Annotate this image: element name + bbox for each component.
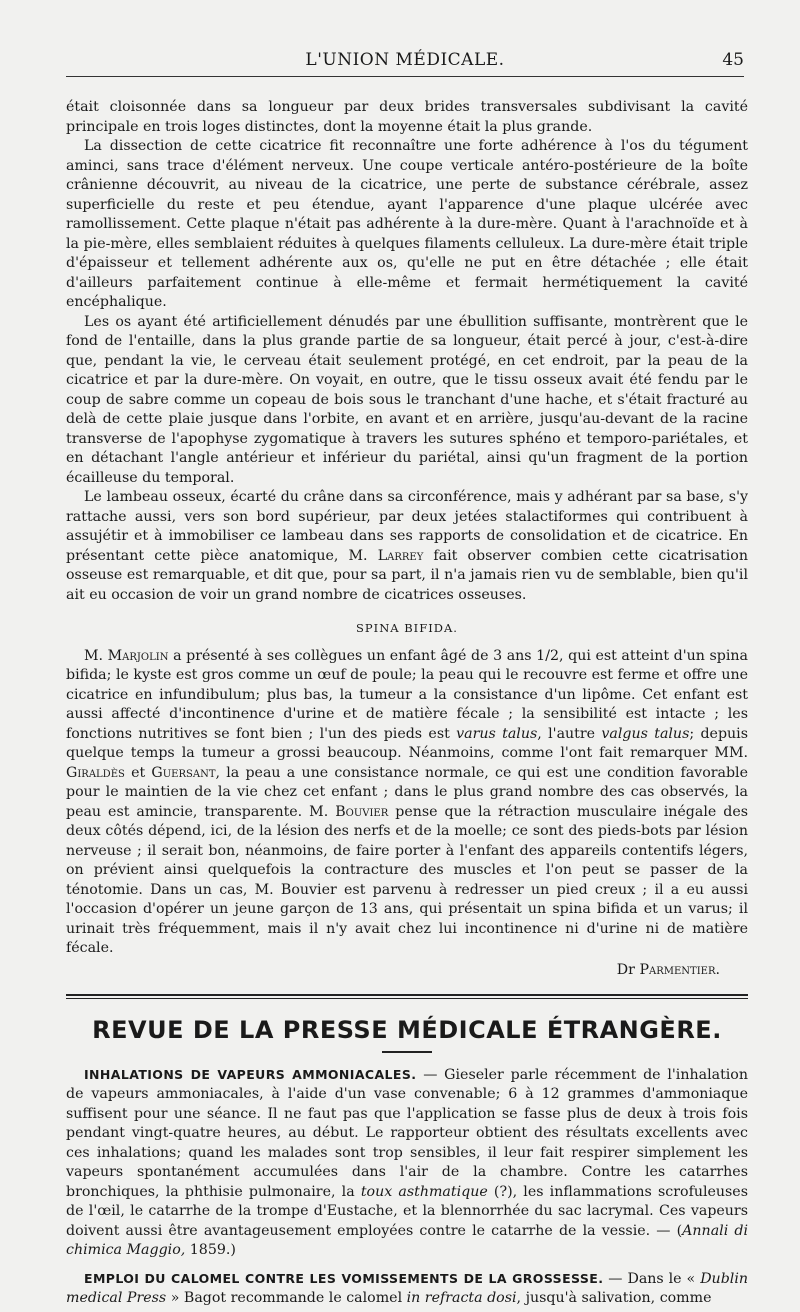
run-in-heading: EMPLOI DU CALOMEL CONTRE LES VOMISSEMENTS DE LA GROSSESSE. bbox=[84, 1270, 604, 1286]
paragraph-3: Les os ayant été artificiellement dénudés par une ébullition suffisante, montrèrent que le fond de l'entaille, dans la plus grande partie de sa longueur, était percé à jour, c'est-à-dire que, pendant la vie, le cerveau était seulement protégé, en cet endroit, par la peau de la cicatrice et par la dure-mère. On voyait, en outre, que le tissu osseux avait été fendu par le coup de sabre comme un copeau de bois sous le tranchant d'une hache, et s'était fracturé au delà de cette plaie jusque dans l'orbite, en avant et en arrière, jusqu'au-devant de la racine transverse de l'apophyse zygomatique à travers les sutures sphéno et temporo-pariétales, et en détachant l'angle antérieur et inférieur du pariétal, ainsi qu'un fragment de la portion écailleuse du temporal. bbox=[66, 313, 748, 486]
running-header bbox=[66, 46, 744, 77]
author-name: Giraldès bbox=[66, 764, 125, 781]
inhalations-paragraph: INHALATIONS DE VAPEURS AMMONIACALES. — Gieseler parle récemment de l'inhalation de vapeurs ammoniacales, à l'aide d'un vase convenable; 6 à 12 grammes d'ammoniaque suffisent pour une séance. Il ne faut pas que l'application se fasse plus de deux à trois fois pendant vingt-quatre heures, au début. Le rapporteur obtient des résultats excellents avec ces inhalations; quand les malades sont trop sensibles, il leur fait respirer simplement les vapeurs spontanément accumulées dans l'air de la chambre. Contre les catarrhes bronchiques, la phthisie pulmonaire, la toux asthmatique (?), les inflammations scrofuleuses de l'œil, le catarrhe de la trompe d'Eustache, et la blennorrhée du sac lacrymal. Ces vapeurs doivent aussi être avantageusement employées contre le catarrhe de la vessie. — (Annali di chimica Maggio, 1859.) bbox=[66, 1066, 748, 1258]
signature: Dr Parmentier. bbox=[616, 961, 720, 978]
short-divider bbox=[382, 1051, 432, 1053]
journal-title: L'UNION MÉDICALE. bbox=[305, 50, 505, 70]
calomel-paragraph: EMPLOI DU CALOMEL CONTRE LES VOMISSEMENTS DE LA GROSSESSE. — Dans le « Dublin medical Press » Bagot recommande le calomel in refracta dosi, jusqu'à salivation, comme bbox=[66, 1270, 748, 1306]
section-divider bbox=[66, 994, 748, 999]
page-number: 45 bbox=[722, 50, 744, 70]
author-name: Guersant bbox=[151, 764, 216, 781]
run-in-heading: INHALATIONS DE VAPEURS AMMONIACALES. bbox=[84, 1066, 417, 1082]
paragraph-4: Le lambeau osseux, écarté du crâne dans sa circonférence, mais y adhérant par sa base, s'y rattache aussi, vers son bord supérieur, par deux jetées stalactiformes qui contribuent à assujétir et à immobiliser ce lambeau dans ses rapports de consolidation et de cicatrice. En présentant cette pièce anatomique, M. Larrey fait observer combien cette cicatrisation osseuse est remarquable, et dit que, pour sa part, il n'a jamais rien vu de semblable, bien qu'il ait eu occasion de voir un grand nombre de cicatrices osseuses. bbox=[66, 489, 748, 603]
section-heading-revue: REVUE DE LA PRESSE MÉDICALE ÉTRANGÈRE. bbox=[92, 1016, 722, 1044]
author-name: Bouvier bbox=[335, 803, 389, 820]
author-name: Larrey bbox=[377, 547, 424, 564]
author-name: Marjolin bbox=[107, 647, 169, 664]
section-title-spina-bifida: SPINA BIFIDA. bbox=[356, 621, 458, 635]
paragraph-2: La dissection de cette cicatrice fit reconnaître une forte adhérence à l'os du tégument aminci, sans trace d'élément nerveux. Une coupe verticale antéro-postérieure de la boîte crânienne découvrit, au niveau de la cicatrice, une perte de substance cérébrale, assez superficielle du reste et peu étendue, ayant l'apparence d'une plaque ulcérée avec ramollissement. Cette plaque n'était pas adhérente à la dure-mère. Quant à l'arachnoïde et à la pie-mère, elles semblaient réduites à quelques filaments celluleux. La dure-mère était triple d'épaisseur et tellement adhérente aux os, qu'elle ne put en être détachée ; elle était d'ailleurs parfaitement continue à elle-même et fermait hermétiquement la cavité encéphalique. bbox=[66, 138, 748, 310]
article-body bbox=[66, 98, 748, 1309]
paragraph-1: était cloisonnée dans sa longueur par deux brides transversales subdivisant la cavité principale en trois loges distinctes, dont la moyenne était la plus grande. bbox=[66, 99, 748, 135]
spina-paragraph: M. Marjolin a présenté à ses collègues un enfant âgé de 3 ans 1/2, qui est atteint d'un spina bifida; le kyste est gros comme un œuf de poule; la peau qui le recouvre est ferme et offre une cicatrice en infundibulum; plus bas, la tumeur a la consistance d'un lipôme. Cet enfant est aussi affecté d'incontinence d'urine et de matière fécale ; la sensibilité est intacte ; les fonctions nutritives se font bien ; l'un des pieds est varus talus, l'autre valgus talus; depuis quelque temps la tumeur a grossi beaucoup. Néanmoins, comme l'ont fait remarquer MM. Giraldès et Guersant, la peau a une consistance normale, ce qui est une condition favorable pour le maintien de la vie chez cet enfant ; dans le plus grand nombre des cas observés, la peau est amincie, transparente. M. Bouvier pense que la rétraction musculaire inégale des deux côtés dépend, ici, de la lésion des nerfs et de la moelle; ce sont des pieds-bots par lésion nerveuse ; il serait bon, néanmoins, de faire porter à l'enfant des appareils contentifs légers, on prévient ainsi quelquefois la contracture des muscles et l'on peut se passer de la ténotomie. Dans un cas, M. Bouvier est parvenu à redresser un pied creux ; il a eu aussi l'occasion d'opérer un jeune garçon de 13 ans, qui présentait un spina bifida et un varus; il urinait très fréquemment, mais il n'y avait chez lui incontinence ni d'urine ni de matière fécale. bbox=[66, 647, 749, 956]
